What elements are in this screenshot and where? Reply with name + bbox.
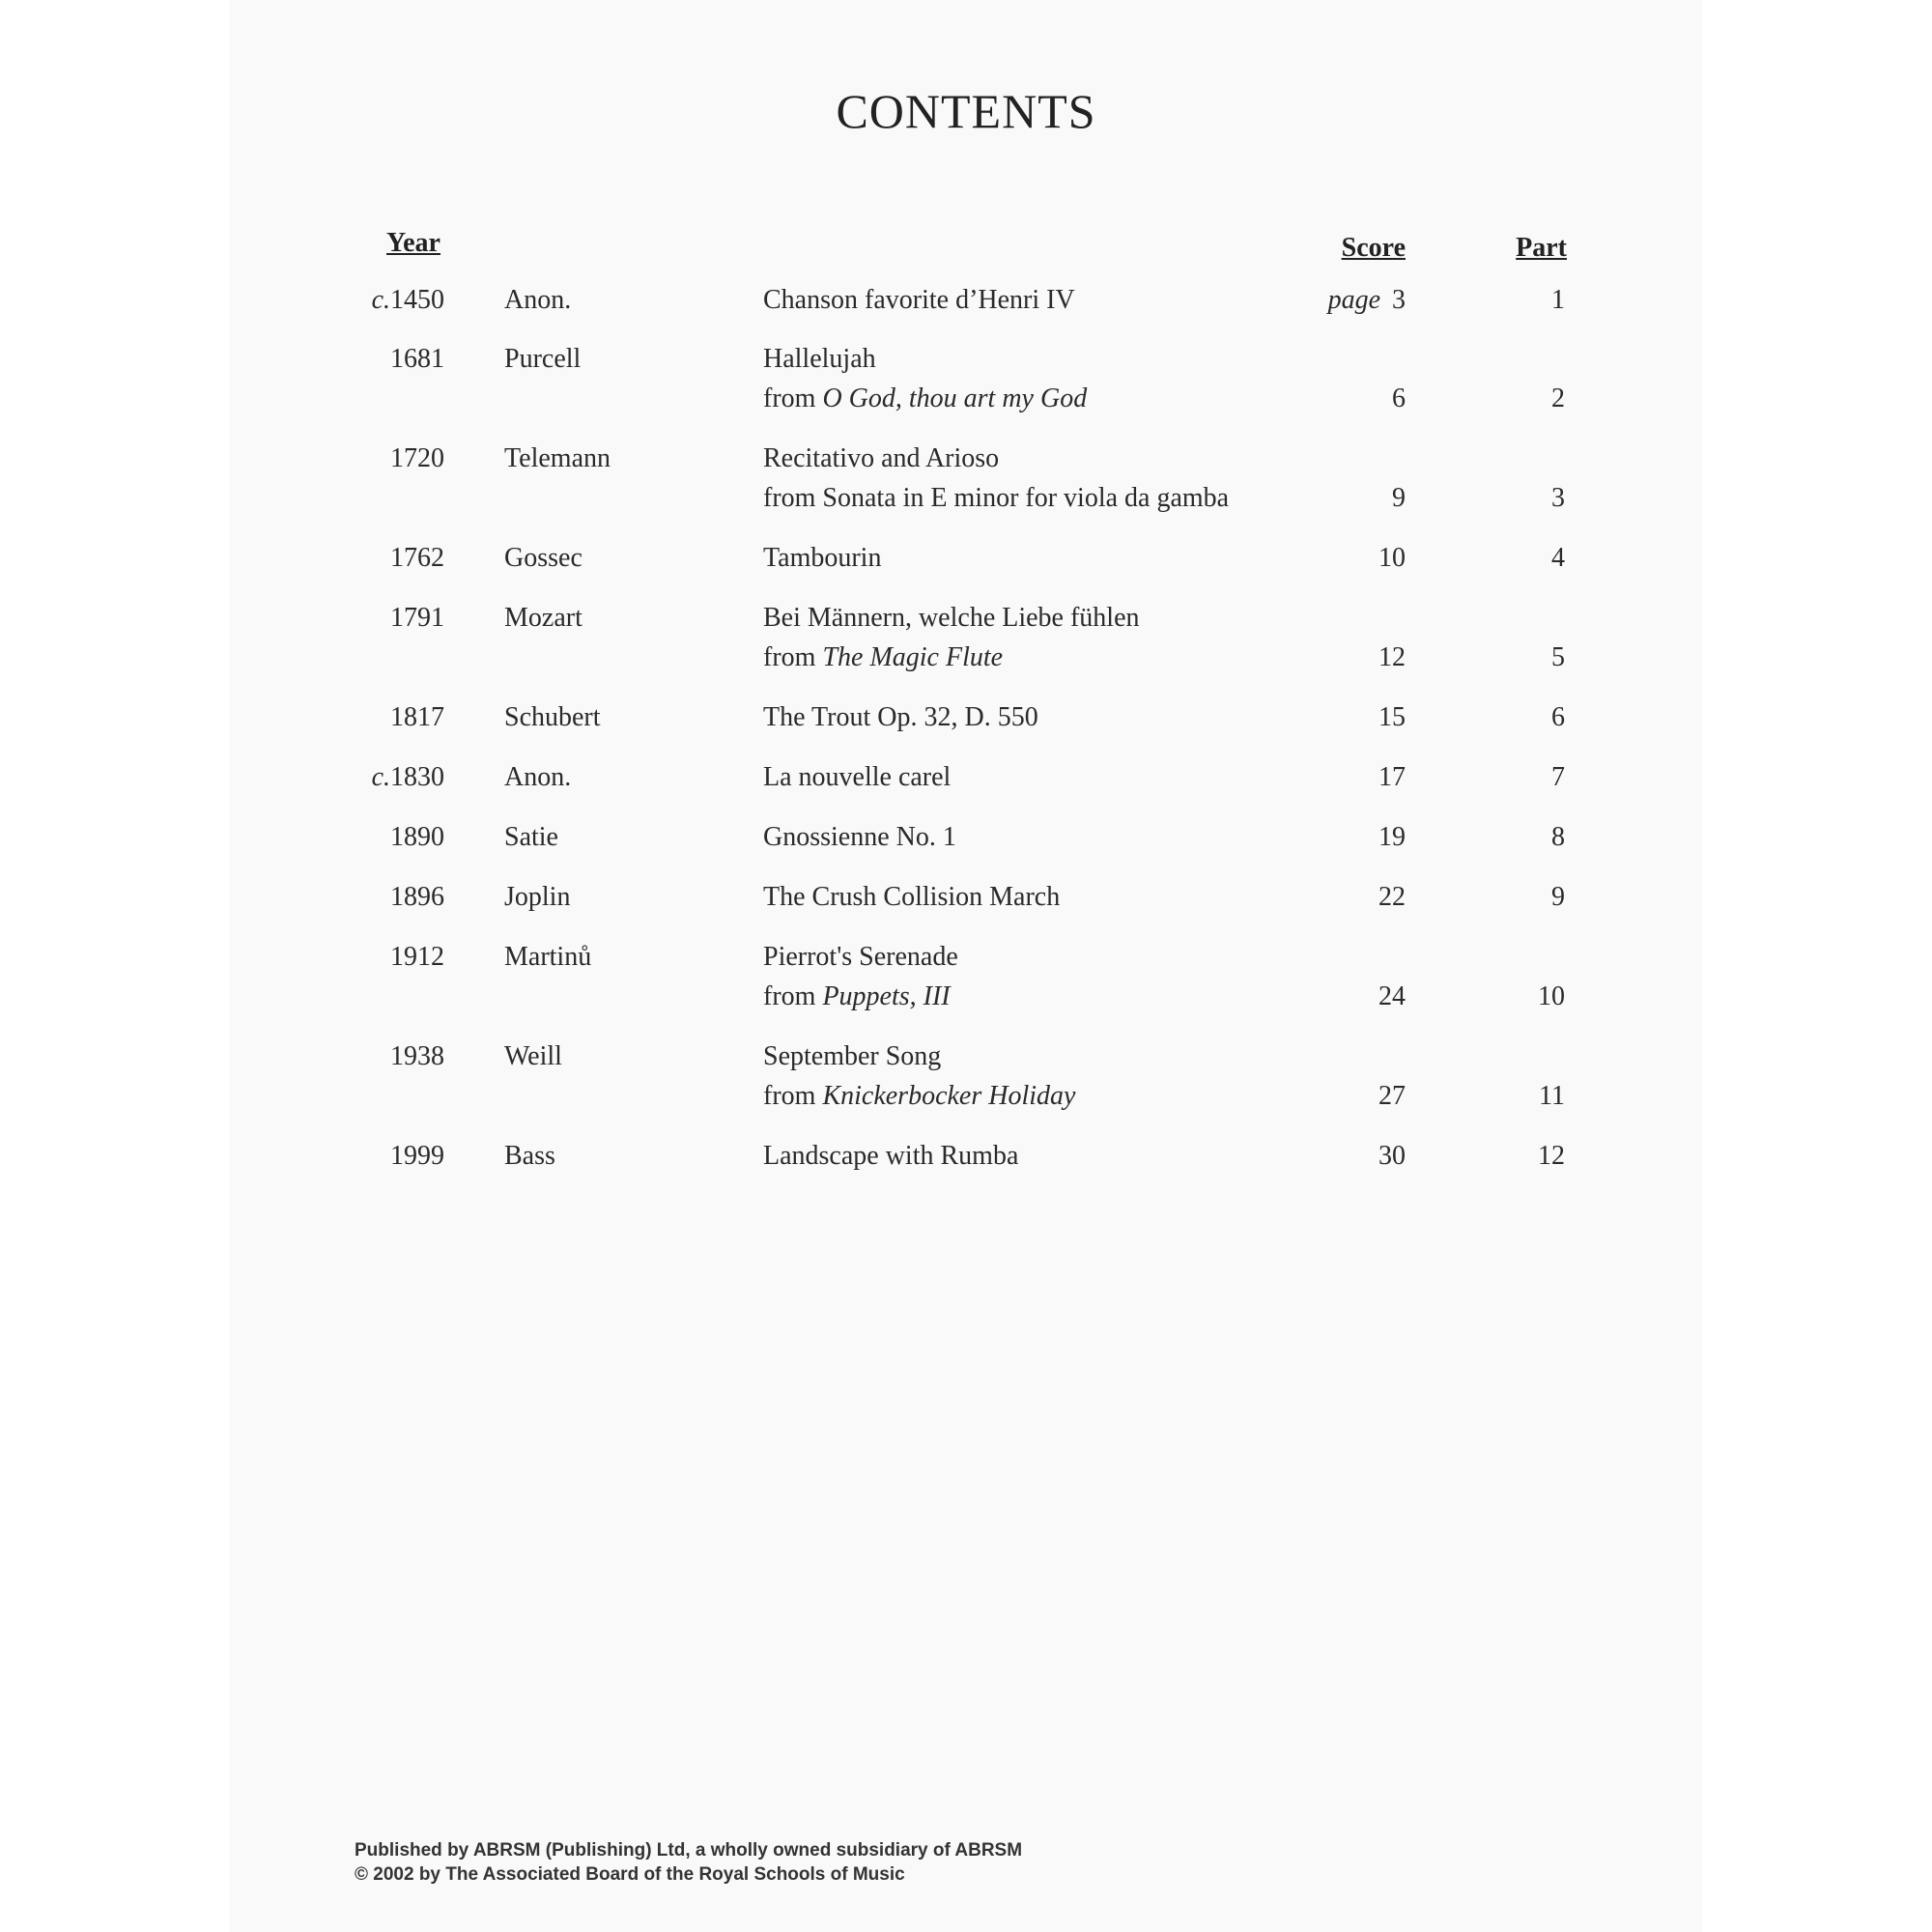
piece-title-cell	[763, 757, 1304, 797]
score-page-cell	[1285, 757, 1406, 797]
composer-cell: Purcell	[504, 344, 582, 374]
footer-publisher-line: Published by ABRSM (Publishing) Ltd, a wholly owned subsidiary of ABRSM	[355, 1840, 1023, 1861]
piece-title: La nouvelle carel	[763, 762, 952, 792]
score-page-cell	[1285, 697, 1406, 737]
score-page-number: 30	[1378, 1141, 1406, 1171]
publisher-footer	[355, 1838, 1022, 1887]
score-page-cell	[1285, 1076, 1406, 1116]
piece-title-cell	[763, 817, 1304, 857]
piece-title: September Song	[763, 1041, 942, 1071]
part-page-cell: 1	[1551, 285, 1565, 315]
piece-title: Recitativo and Arioso	[763, 443, 1000, 473]
piece-title: Hallelujah	[763, 344, 876, 374]
year-cell	[328, 598, 444, 638]
source-prefix: from	[763, 642, 823, 672]
piece-title: Bei Männern, welche Liebe fühlen	[763, 603, 1140, 633]
piece-title-cell	[763, 538, 1304, 578]
source-work-title: The Magic Flute	[822, 642, 1004, 672]
composer-cell: Telemann	[504, 443, 611, 473]
piece-title-cell	[763, 598, 1304, 677]
year-cell	[328, 757, 444, 797]
year-value: 1999	[390, 1141, 444, 1171]
composer-cell: Joplin	[504, 882, 571, 912]
piece-source	[763, 1076, 1304, 1116]
score-column-header: Score	[1341, 233, 1406, 263]
part-page-cell: 11	[1539, 1081, 1565, 1111]
piece-source	[763, 638, 1304, 677]
score-page-number: 22	[1378, 882, 1406, 912]
source-prefix: from	[763, 1081, 823, 1111]
source-work-title: O God, thou art my God	[822, 384, 1088, 413]
year-value: 1791	[390, 603, 444, 633]
score-page-number: 27	[1378, 1081, 1406, 1111]
footer-copyright-line: © 2002 by The Associated Board of the Royal Schools of Music	[355, 1864, 905, 1885]
piece-title: Landscape with Rumba	[763, 1141, 1019, 1171]
piece-title-cell	[763, 1037, 1304, 1116]
year-cell	[328, 877, 444, 917]
part-page-cell: 12	[1538, 1141, 1565, 1171]
part-page-cell: 2	[1551, 384, 1565, 413]
piece-title-cell	[763, 339, 1304, 418]
year-column-header: Year	[386, 228, 440, 258]
score-page-number: 6	[1392, 384, 1406, 413]
part-page-cell: 10	[1538, 981, 1565, 1011]
piece-title-cell	[763, 697, 1304, 737]
piece-title-cell	[763, 1136, 1304, 1176]
part-page-cell: 6	[1551, 702, 1565, 732]
composer-cell: Anon.	[504, 285, 572, 315]
source-prefix: from Sonata in E minor for viola da gamba	[763, 483, 1230, 513]
score-page-cell	[1285, 478, 1406, 518]
composer-cell: Martinů	[504, 942, 592, 972]
circa-prefix: c.	[371, 762, 390, 792]
score-page-number: 17	[1378, 762, 1406, 792]
year-value: 1890	[390, 822, 444, 852]
part-page-cell: 4	[1551, 543, 1565, 573]
year-value: 1720	[390, 443, 444, 473]
piece-title-cell	[763, 439, 1304, 518]
year-value: 1938	[390, 1041, 444, 1071]
composer-cell: Gossec	[504, 543, 582, 573]
page-label: page	[1327, 285, 1380, 315]
piece-source	[763, 379, 1304, 418]
year-cell	[328, 280, 444, 320]
score-page-number: 12	[1378, 642, 1406, 672]
piece-title-cell	[763, 877, 1304, 917]
composer-cell: Schubert	[504, 702, 601, 732]
score-page-cell	[1285, 1136, 1406, 1176]
score-page-number: 24	[1378, 981, 1406, 1011]
score-page-cell	[1285, 977, 1406, 1016]
composer-cell: Satie	[504, 822, 558, 852]
score-page-number: 9	[1392, 483, 1406, 513]
year-cell	[328, 439, 444, 478]
year-value: 1912	[390, 942, 444, 972]
piece-title: The Trout Op. 32, D. 550	[763, 702, 1038, 732]
year-cell	[328, 817, 444, 857]
composer-cell: Weill	[504, 1041, 562, 1071]
source-prefix: from	[763, 981, 823, 1011]
composer-cell: Mozart	[504, 603, 582, 633]
page-title: CONTENTS	[836, 84, 1096, 138]
composer-cell: Anon.	[504, 762, 572, 792]
year-cell	[328, 697, 444, 737]
year-cell	[328, 538, 444, 578]
part-page-cell: 9	[1551, 882, 1565, 912]
piece-title-cell	[763, 280, 1304, 320]
piece-source	[763, 977, 1304, 1016]
piece-title-cell	[763, 937, 1304, 1016]
piece-title: Tambourin	[763, 543, 882, 573]
score-page-number: 3	[1392, 285, 1406, 315]
part-page-cell: 3	[1551, 483, 1565, 513]
score-page-cell	[1285, 538, 1406, 578]
year-value: 1830	[390, 762, 444, 792]
source-work-title: Puppets, III	[822, 981, 951, 1011]
piece-title: The Crush Collision March	[763, 882, 1061, 912]
score-page-number: 10	[1378, 543, 1406, 573]
piece-source	[763, 478, 1304, 518]
circa-prefix: c.	[371, 285, 390, 315]
part-page-cell: 7	[1551, 762, 1565, 792]
year-value: 1681	[390, 344, 444, 374]
year-cell	[328, 937, 444, 977]
part-page-cell: 5	[1551, 642, 1565, 672]
score-page-number: 19	[1378, 822, 1406, 852]
year-cell	[328, 1136, 444, 1176]
score-page-cell	[1285, 877, 1406, 917]
piece-title: Chanson favorite d’Henri IV	[763, 285, 1075, 315]
score-page-cell	[1285, 638, 1406, 677]
score-page-cell	[1285, 280, 1406, 320]
piece-title: Gnossienne No. 1	[763, 822, 956, 852]
year-cell	[328, 1037, 444, 1076]
year-cell	[328, 339, 444, 379]
source-prefix: from	[763, 384, 823, 413]
score-page-number: 15	[1378, 702, 1406, 732]
composer-cell: Bass	[504, 1141, 555, 1171]
year-value: 1896	[390, 882, 444, 912]
year-value: 1762	[390, 543, 444, 573]
part-column-header: Part	[1516, 233, 1567, 263]
year-value: 1450	[390, 285, 444, 315]
score-page-cell	[1285, 379, 1406, 418]
score-page-cell	[1285, 817, 1406, 857]
year-value: 1817	[390, 702, 444, 732]
part-page-cell: 8	[1551, 822, 1565, 852]
source-work-title: Knickerbocker Holiday	[822, 1081, 1076, 1111]
piece-title: Pierrot's Serenade	[763, 942, 958, 972]
